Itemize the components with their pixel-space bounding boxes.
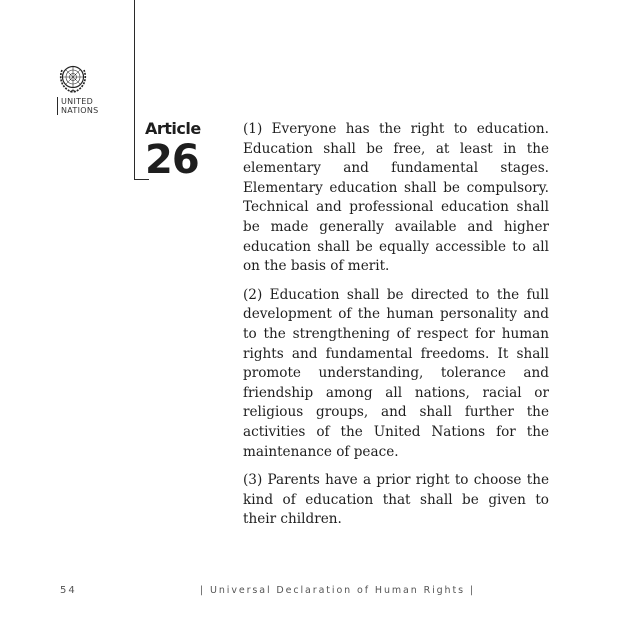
un-label-line2: NATIONS — [61, 106, 99, 115]
article-number: 26 — [145, 137, 199, 183]
un-emblem-icon — [57, 62, 89, 94]
running-title: | Universal Declaration of Human Rights | — [200, 585, 475, 596]
un-label — [57, 97, 99, 115]
article-label: Article — [145, 119, 201, 138]
page-number: 54 — [60, 585, 77, 596]
vertical-rule — [134, 0, 135, 180]
paragraph-1: (1) Everyone has the right to education. Education shall be free, at least in the elementary and fundamental stages. Elementary education shall be compulsory. Technical and professional education shall be made generally available and higher education shall be equally accessible to all on the basis of merit. — [243, 121, 549, 275]
un-label-line1: UNITED — [61, 97, 94, 106]
paragraph-2: (2) Education shall be directed to the full development of the human personality and to the strengthening of respect for human rights and fundamental freedoms. It shall promote understanding, tolerance and friendship among all nations, racial or religious groups, and shall further the activities of the United Nations for the maintenance of peace. — [243, 286, 549, 460]
article-body — [243, 120, 549, 539]
paragraph-3: (3) Parents have a prior right to choose the kind of education that shall be given to their children. — [243, 472, 549, 528]
